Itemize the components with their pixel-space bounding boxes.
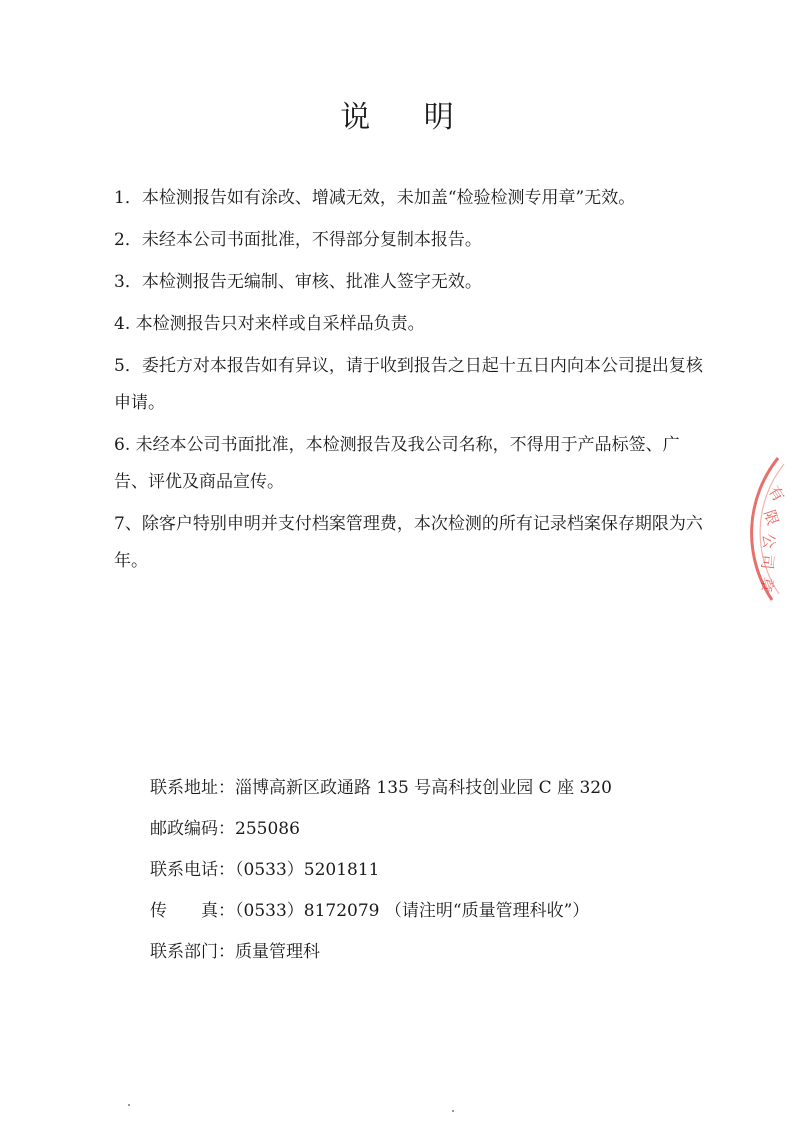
contact-address: 联系地址：淄博高新区政通路 135 号高科技创业园 C 座 320: [150, 778, 612, 798]
notes-list: [114, 180, 704, 585]
page-title: 说 明: [340, 100, 476, 135]
scan-speck: [452, 1110, 454, 1112]
note-item: 2．未经本公司书面批准，不得部分复制本报告。: [114, 230, 482, 250]
note-item: 5．委托方对本报告如有异议，请于收到报告之日起十五日内向本公司提出复核申请。: [114, 356, 703, 413]
contact-fax: 传 真：（0533）8172079 （请注明“质量管理科收”）: [150, 901, 590, 921]
contact-postcode: 邮政编码：255086: [150, 819, 300, 839]
note-item: 3．本检测报告无编制、审核、批准人签字无效。: [114, 272, 482, 292]
note-item: 4. 本检测报告只对来样或自采样品负责。: [114, 314, 425, 334]
svg-text:有: 有: [764, 482, 788, 505]
scan-speck: [128, 1104, 130, 1106]
contact-block: [150, 768, 710, 973]
svg-text:司: 司: [757, 553, 777, 571]
note-item: 7、除客户特别申明并支付档案管理费，本次检测的所有记录档案保存期限为六年。: [114, 514, 703, 571]
svg-text:限: 限: [760, 507, 782, 528]
seal-stamp-fragment: [742, 450, 794, 610]
note-item: 6. 未经本公司书面批准，本检测报告及我公司名称，不得用于产品标签、广告、评优及商品宣传。: [114, 435, 680, 492]
svg-text:章: 章: [756, 574, 778, 595]
svg-text:公: 公: [759, 532, 779, 550]
note-item: 1．本检测报告如有涂改、增减无效，未加盖“检验检测专用章”无效。: [114, 188, 636, 208]
contact-department: 联系部门：质量管理科: [150, 942, 320, 962]
contact-phone: 联系电话：（0533）5201811: [150, 860, 380, 880]
